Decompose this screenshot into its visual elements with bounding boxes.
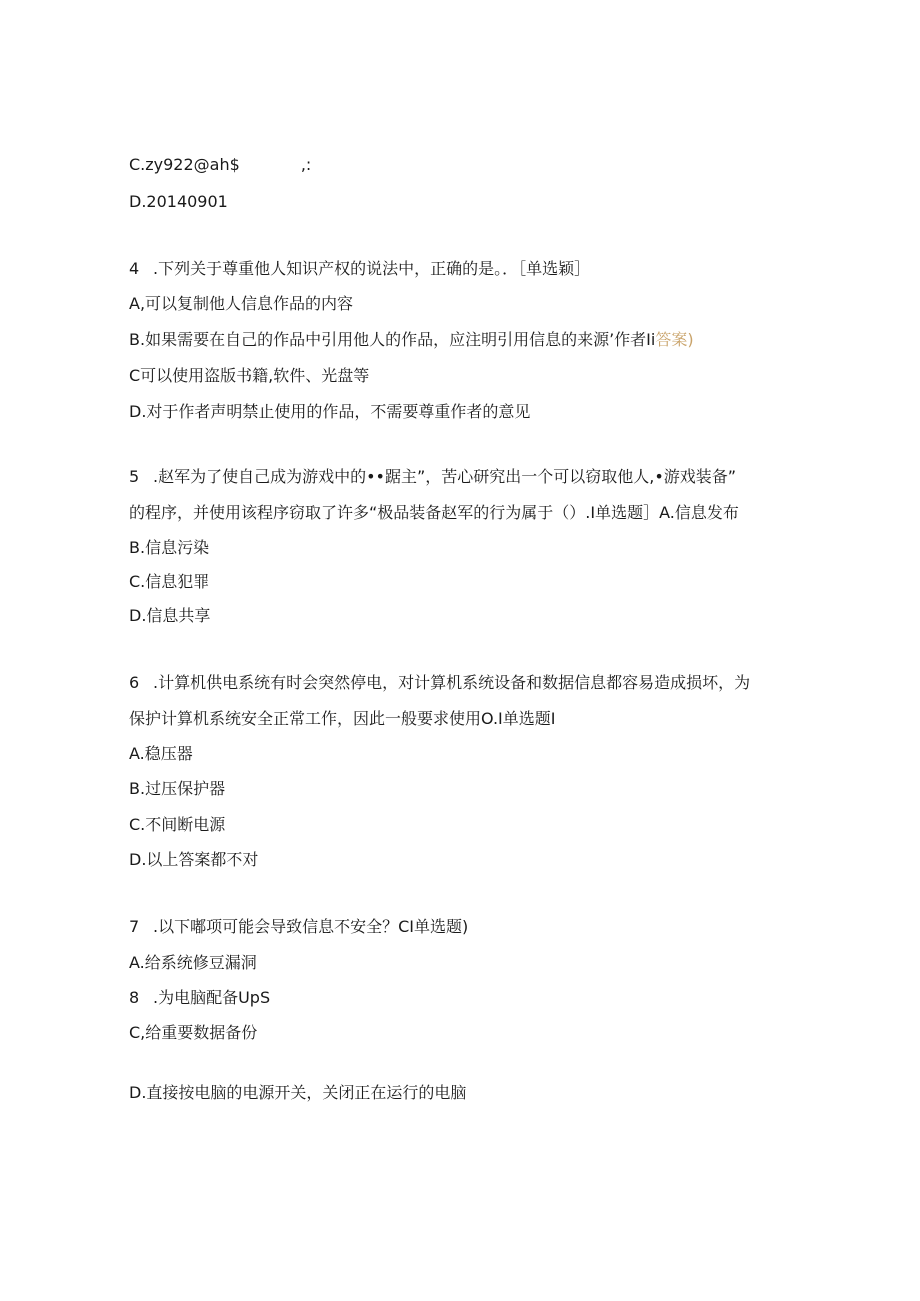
line-text: D.20140901 <box>129 192 228 211</box>
line-text: D.以上答案都不对 <box>129 850 259 869</box>
answer-marker: 答案) <box>655 330 694 349</box>
question-8 <box>129 988 270 1008</box>
question-text: .计算机供电系统有时会突然停电，对计算机系统设备和数据信息都容易造成损坏，为 <box>153 673 751 692</box>
line-text: A,可以复制他人信息作品的内容 <box>129 294 354 313</box>
line-text: C可以使用盗版书籍,软件、光盘等 <box>129 366 370 385</box>
line-text: 的程序，并使用该程序窃取了许多“极品装备赵军的行为属于（）.I单选题］A.信息发布 <box>129 503 739 522</box>
option-b-q4 <box>129 330 694 350</box>
question-number: 8 <box>129 988 140 1007</box>
question-text: .为电脑配备UpS <box>153 988 271 1007</box>
line-text: D.直接按电脑的电源开关，关闭正在运行的电脑 <box>129 1083 467 1102</box>
line-text: C.zy922@ah$ ,: <box>129 155 312 174</box>
question-text: .赵军为了使自己成为游戏中的••踞主”，苦心研究出一个可以窃取他人,•游戏装备” <box>153 467 737 486</box>
option-c-q7 <box>129 1023 257 1043</box>
question-6-continued <box>129 709 555 729</box>
line-text: D.对于作者声明禁止使用的作品，不需要尊重作者的意见 <box>129 402 531 421</box>
option-c-q6 <box>129 815 225 835</box>
line-text: A.稳压器 <box>129 744 193 763</box>
line-text: A.给系统修豆漏洞 <box>129 953 257 972</box>
question-number: 5 <box>129 467 140 486</box>
option-a-q6 <box>129 744 193 764</box>
line-text: C.不间断电源 <box>129 815 226 834</box>
question-4 <box>129 259 590 279</box>
line-text: B.如果需要在自己的作品中引用他人的作品，应注明引用信息的来源’作者Ii <box>129 330 656 349</box>
option-c-q5 <box>129 572 209 592</box>
question-5-continued <box>129 503 739 523</box>
question-number: 6 <box>129 673 140 692</box>
option-d-q5 <box>129 606 210 626</box>
option-b-q5 <box>129 538 209 558</box>
option-d-q6 <box>129 850 258 870</box>
question-number: 7 <box>129 917 140 936</box>
line-text: 保护计算机系统安全正常工作，因此一般要求使用O.I单选题I <box>129 709 556 728</box>
option-d-q7 <box>129 1083 466 1103</box>
option-a-q7 <box>129 953 257 973</box>
question-6 <box>129 673 750 693</box>
line-text: C,给重要数据备份 <box>129 1023 258 1042</box>
option-c-q3 <box>129 155 311 175</box>
line-text: C.信息犯罪 <box>129 572 210 591</box>
question-7 <box>129 917 468 937</box>
line-text: B.过压保护器 <box>129 779 226 798</box>
option-c-q4 <box>129 366 369 386</box>
option-d-q3 <box>129 192 228 212</box>
question-number: 4 <box>129 259 140 278</box>
question-text: .下列关于尊重他人知识产权的说法中，正确的是。．［单选颖］ <box>153 259 591 278</box>
line-text: D.信息共享 <box>129 606 211 625</box>
question-text: .以下嘟项可能会导致信息不安全？CI单选题) <box>153 917 469 936</box>
option-d-q4 <box>129 402 530 422</box>
line-text: B.信息污染 <box>129 538 210 557</box>
option-a-q4 <box>129 294 353 314</box>
option-b-q6 <box>129 779 225 799</box>
question-5 <box>129 467 736 487</box>
